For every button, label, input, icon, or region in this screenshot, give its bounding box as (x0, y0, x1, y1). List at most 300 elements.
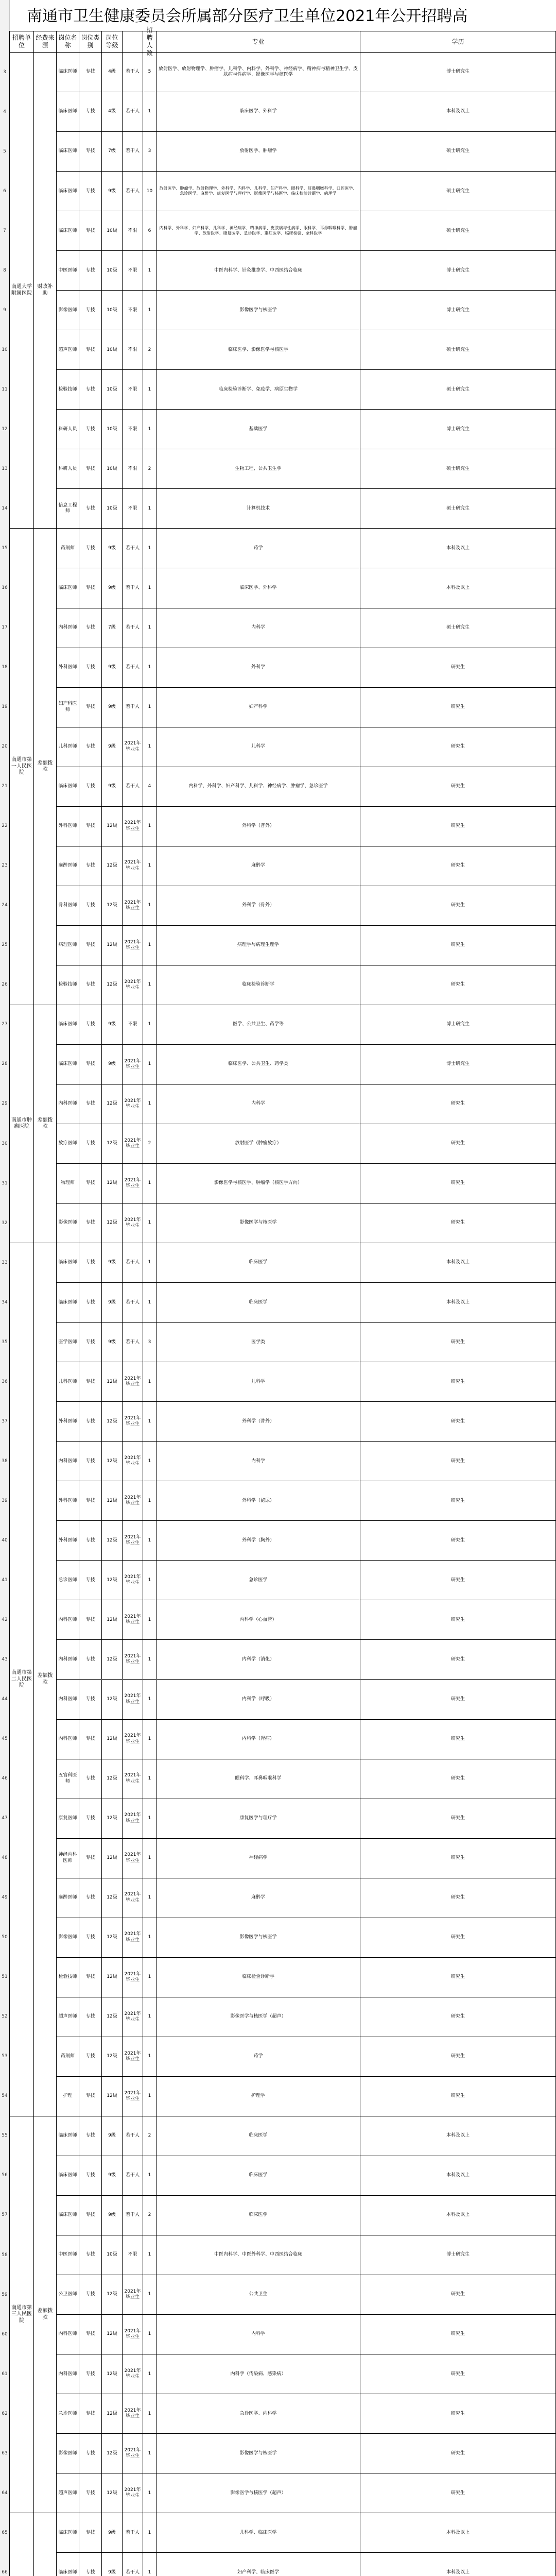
table-cell: 不限 (123, 211, 143, 251)
row-number: 31 (2, 1180, 8, 1186)
table-cell: 不限 (123, 410, 143, 449)
table-cell: 研究生 (360, 2434, 556, 2473)
table-cell: 10级 (102, 410, 123, 449)
funding-cell (34, 2513, 57, 2576)
table-cell: 研究生 (360, 1918, 556, 1958)
table-cell: 临床医学、外科学 (157, 92, 360, 132)
table-cell: 急诊医学 (157, 1561, 360, 1600)
table-cell: 放疗医师 (57, 1124, 79, 1164)
table-cell: 1 (143, 2394, 157, 2434)
table-cell: 麻醉医师 (57, 846, 79, 886)
table-cell: 药剂师 (57, 529, 79, 568)
table-cell: 若干人 (123, 92, 143, 132)
table-cell: 外科医师 (57, 1521, 79, 1561)
table-cell: 12级 (102, 965, 123, 1005)
table-cell: 临床医师 (57, 2196, 79, 2235)
table-cell: 2021年毕业生 (123, 926, 143, 965)
table-cell: 研究生 (360, 1323, 556, 1362)
table-cell: 专技 (79, 2354, 102, 2394)
table-cell: 专技 (79, 608, 102, 648)
table-cell: 专技 (79, 410, 102, 449)
table-cell: 12级 (102, 1164, 123, 1204)
unit-cell: 南通大学附属医院 (9, 53, 34, 529)
table-cell: 3 (143, 132, 157, 172)
table-cell: 影像医师 (57, 1204, 79, 1243)
table-cell: 专技 (79, 1243, 102, 1283)
table-cell: 影像医学与核医学 (157, 1204, 360, 1243)
table-cell: 9级 (102, 529, 123, 568)
table-cell: 12级 (102, 1442, 123, 1481)
table-cell: 2021年毕业生 (123, 1084, 143, 1124)
row-number: 46 (2, 1776, 8, 1782)
table-cell: 1 (143, 529, 157, 568)
table-cell: 12级 (102, 2275, 123, 2315)
table-cell: 影像医学与核医学 (157, 2434, 360, 2473)
table-cell: 12级 (102, 926, 123, 965)
table-cell: 儿科医师 (57, 1362, 79, 1402)
table-cell: 1 (143, 688, 157, 727)
table-cell: 1 (143, 1799, 157, 1839)
table-cell: 临床检验诊断学、免疫学、病原生物学 (157, 370, 360, 410)
table-cell: 7级 (102, 132, 123, 172)
table-cell: 影像医师 (57, 2434, 79, 2473)
table-cell: 研究生 (360, 1204, 556, 1243)
table-cell: 内科学（消化） (157, 1640, 360, 1680)
table-cell: 专技 (79, 489, 102, 529)
table-cell: 外科医师 (57, 1402, 79, 1442)
table-cell: 不限 (123, 251, 143, 291)
row-number: 26 (2, 982, 8, 988)
table-cell: 专技 (79, 568, 102, 608)
table-cell: 1 (143, 1918, 157, 1958)
table-cell: 博士研究生 (360, 251, 556, 291)
table-cell: 专技 (79, 1005, 102, 1045)
table-cell: 1 (143, 1243, 157, 1283)
table-cell: 专技 (79, 1362, 102, 1402)
row-number: 36 (2, 1379, 8, 1384)
table-cell: 12级 (102, 2354, 123, 2394)
table-cell: 儿科学、临床医学 (157, 2513, 360, 2553)
table-cell: 2 (143, 2196, 157, 2235)
row-number: 28 (2, 1061, 8, 1067)
table-cell: 专技 (79, 1045, 102, 1084)
table-cell: 专技 (79, 449, 102, 489)
row-number: 6 (3, 188, 6, 194)
row-number: 49 (2, 1895, 8, 1901)
table-cell: 9级 (102, 568, 123, 608)
table-cell: 12级 (102, 2434, 123, 2473)
table-cell: 12级 (102, 846, 123, 886)
table-cell: 影像医学与核医学（超声） (157, 2473, 360, 2513)
table-cell: 研究生 (360, 1878, 556, 1918)
table-cell: 临床医师 (57, 1283, 79, 1323)
table-cell: 专技 (79, 926, 102, 965)
table-cell: 药学 (157, 529, 360, 568)
table-cell: 公卫医师 (57, 2275, 79, 2315)
table-cell: 研究生 (360, 1561, 556, 1600)
table-cell: 若干人 (123, 2116, 143, 2156)
funding-cell: 差额拨款 (34, 529, 57, 1005)
table-cell: 临床医师 (57, 1243, 79, 1283)
table-cell: 1 (143, 2513, 157, 2553)
table-cell: 12级 (102, 1839, 123, 1878)
table-cell: 超声医师 (57, 330, 79, 370)
row-number: 33 (2, 1260, 8, 1265)
row-number: 55 (2, 2133, 8, 2139)
table-cell: 内科医师 (57, 1084, 79, 1124)
table-cell: 1 (143, 1521, 157, 1561)
row-number: 23 (2, 863, 8, 869)
table-cell: 专技 (79, 132, 102, 172)
row-number: 56 (2, 2173, 8, 2178)
table-cell: 12级 (102, 1600, 123, 1640)
table-cell: 本科及以上 (360, 92, 556, 132)
table-cell: 放射医学（肿瘤放疗） (157, 1124, 360, 1164)
table-cell: 中医医师 (57, 2235, 79, 2275)
table-cell: 1 (143, 648, 157, 688)
table-cell: 10级 (102, 211, 123, 251)
table-cell: 1 (143, 2354, 157, 2394)
table-cell: 急诊医师 (57, 1561, 79, 1600)
table-cell: 中医内科学、中医外科学、中西医结合临床 (157, 2235, 360, 2275)
table-cell: 4级 (102, 53, 123, 92)
table-cell: 检验技师 (57, 370, 79, 410)
table-cell: 2021年毕业生 (123, 1164, 143, 1204)
header-cell: 学历 (360, 31, 556, 53)
table-cell: 专技 (79, 1402, 102, 1442)
table-cell: 10级 (102, 291, 123, 330)
table-cell: 研究生 (360, 2315, 556, 2354)
table-cell: 10级 (102, 251, 123, 291)
table-cell: 专技 (79, 1084, 102, 1124)
table-cell: 临床检验诊断学 (157, 1958, 360, 1997)
row-number: 19 (2, 704, 8, 710)
table-cell: 研究生 (360, 1720, 556, 1759)
row-number: 50 (2, 1935, 8, 1940)
table-cell: 本科及以上 (360, 2116, 556, 2156)
row-number: 21 (2, 784, 8, 789)
table-cell: 本科及以上 (360, 2196, 556, 2235)
table-cell: 妇产科医师 (57, 688, 79, 727)
table-cell: 专技 (79, 211, 102, 251)
funding-cell: 差额拨款 (34, 2116, 57, 2513)
table-cell: 若干人 (123, 529, 143, 568)
table-cell: 1 (143, 1600, 157, 1640)
table-cell: 临床医师 (57, 2156, 79, 2196)
table-cell: 1 (143, 1958, 157, 1997)
table-cell: 2021年毕业生 (123, 1759, 143, 1799)
table-cell: 12级 (102, 1124, 123, 1164)
table-cell: 2021年毕业生 (123, 1640, 143, 1680)
table-cell: 研究生 (360, 886, 556, 926)
table-cell: 临床医师 (57, 2553, 79, 2576)
row-number: 41 (2, 1577, 8, 1583)
table-cell: 若干人 (123, 2513, 143, 2553)
header-cell: 招聘人数 (143, 31, 157, 53)
table-cell: 外科学（普外） (157, 1402, 360, 1442)
table-cell: 1 (143, 1481, 157, 1521)
table-cell: 1 (143, 1164, 157, 1204)
table-cell: 专技 (79, 1481, 102, 1521)
table-cell: 专技 (79, 2196, 102, 2235)
table-cell: 生物工程、公共卫生学 (157, 449, 360, 489)
table-cell: 专技 (79, 92, 102, 132)
table-cell: 妇产科学、临床医学 (157, 2553, 360, 2576)
table-cell: 2021年毕业生 (123, 2077, 143, 2116)
table-cell: 麻醉医师 (57, 1878, 79, 1918)
row-number: 16 (2, 585, 8, 590)
table-cell: 2021年毕业生 (123, 1362, 143, 1402)
table-cell: 临床医师 (57, 92, 79, 132)
table-cell: 专技 (79, 2434, 102, 2473)
table-cell: 临床医学、影像医学与核医学 (157, 330, 360, 370)
table-cell: 硕士研究生 (360, 172, 556, 211)
table-cell: 5 (143, 53, 157, 92)
table-cell: 影像医学与核医学（超声） (157, 1997, 360, 2037)
table-cell: 2 (143, 2116, 157, 2156)
table-cell: 9级 (102, 1243, 123, 1283)
table-cell: 专技 (79, 1124, 102, 1164)
row-number: 12 (2, 426, 8, 432)
table-cell: 临床医师 (57, 2116, 79, 2156)
table-cell: 12级 (102, 2394, 123, 2434)
table-cell: 专技 (79, 1640, 102, 1680)
table-cell: 内科医师 (57, 608, 79, 648)
table-cell: 基础医学 (157, 410, 360, 449)
table-cell: 专技 (79, 1759, 102, 1799)
table-cell: 1 (143, 2037, 157, 2077)
table-cell: 博士研究生 (360, 1005, 556, 1045)
table-cell: 影像医师 (57, 1918, 79, 1958)
table-cell: 硕士研究生 (360, 211, 556, 251)
table-cell: 本科及以上 (360, 2156, 556, 2196)
table-cell: 2021年毕业生 (123, 2315, 143, 2354)
table-cell: 研究生 (360, 1799, 556, 1839)
table-cell: 专技 (79, 2513, 102, 2553)
table-cell: 9级 (102, 767, 123, 807)
table-cell: 若干人 (123, 568, 143, 608)
table-cell: 临床医师 (57, 1045, 79, 1084)
table-cell: 研究生 (360, 688, 556, 727)
table-cell: 12级 (102, 1362, 123, 1402)
table-cell: 1 (143, 1045, 157, 1084)
table-cell: 硕士研究生 (360, 132, 556, 172)
table-cell: 12级 (102, 1720, 123, 1759)
row-number: 59 (2, 2292, 8, 2297)
table-cell: 12级 (102, 1997, 123, 2037)
row-number: 65 (2, 2530, 8, 2535)
table-cell: 专技 (79, 1204, 102, 1243)
table-cell: 1 (143, 2315, 157, 2354)
table-cell: 2021年毕业生 (123, 1124, 143, 1164)
unit-cell: 南通市第一人民医院 (9, 529, 34, 1005)
table-cell: 临床医学 (157, 2116, 360, 2156)
row-number: 60 (2, 2331, 8, 2337)
table-cell: 超声医师 (57, 2473, 79, 2513)
table-cell: 研究生 (360, 1759, 556, 1799)
table-cell: 若干人 (123, 688, 143, 727)
table-cell: 12级 (102, 1878, 123, 1918)
row-number: 10 (2, 347, 8, 352)
table-cell: 研究生 (360, 2077, 556, 2116)
table-cell: 若干人 (123, 1323, 143, 1362)
table-cell: 放射医学、肿瘤学、放射物理学、外科学、内科学、儿科学、妇产科学、眼科学、耳鼻咽喉科学、口腔医学、急诊医学、麻醉学、康复医学与理疗学、影像医学与核医学、临床检验诊断学、病理学 (157, 172, 360, 211)
table-cell: 若干人 (123, 1283, 143, 1323)
table-cell: 1 (143, 251, 157, 291)
table-cell: 专技 (79, 2037, 102, 2077)
table-cell: 临床医学 (157, 2156, 360, 2196)
table-cell: 12级 (102, 1918, 123, 1958)
table-cell: 药剂师 (57, 2037, 79, 2077)
row-number: 24 (2, 903, 8, 908)
table-cell: 2021年毕业生 (123, 965, 143, 1005)
table-cell: 1 (143, 608, 157, 648)
table-cell: 外科医师 (57, 807, 79, 846)
table-cell: 10级 (102, 370, 123, 410)
table-cell: 研究生 (360, 926, 556, 965)
table-cell: 研究生 (360, 1958, 556, 1997)
table-cell: 专技 (79, 2116, 102, 2156)
table-cell: 临床医师 (57, 132, 79, 172)
table-cell: 专技 (79, 1521, 102, 1561)
row-number: 5 (3, 148, 6, 154)
table-cell: 7级 (102, 608, 123, 648)
table-cell: 2021年毕业生 (123, 846, 143, 886)
table-cell: 研究生 (360, 1839, 556, 1878)
table-cell: 10级 (102, 330, 123, 370)
table-cell: 急诊医学、内科学 (157, 2394, 360, 2434)
table-cell: 放射医学、肿瘤学 (157, 132, 360, 172)
table-cell: 12级 (102, 1958, 123, 1997)
row-number: 35 (2, 1339, 8, 1345)
table-cell: 内科医师 (57, 2315, 79, 2354)
table-cell: 公共卫生 (157, 2275, 360, 2315)
table-cell: 专技 (79, 53, 102, 92)
table-cell: 内科医师 (57, 1640, 79, 1680)
table-cell: 研究生 (360, 727, 556, 767)
header-cell: 岗位名称 (57, 31, 79, 53)
table-cell: 临床检验诊断学 (157, 965, 360, 1005)
table-cell: 研究生 (360, 2275, 556, 2315)
table-cell: 研究生 (360, 648, 556, 688)
table-cell: 研究生 (360, 2394, 556, 2434)
table-cell: 1 (143, 1759, 157, 1799)
table-cell: 专技 (79, 1323, 102, 1362)
table-cell: 1 (143, 886, 157, 926)
funding-cell: 差额拨款 (34, 1005, 57, 1243)
row-number: 51 (2, 1974, 8, 1980)
row-number: 7 (3, 228, 6, 233)
table-cell: 内科医师 (57, 1600, 79, 1640)
table-cell: 博士研究生 (360, 2235, 556, 2275)
table-cell: 研究生 (360, 1124, 556, 1164)
table-cell: 1 (143, 1362, 157, 1402)
table-cell: 1 (143, 846, 157, 886)
table-cell: 2021年毕业生 (123, 1481, 143, 1521)
row-number: 45 (2, 1736, 8, 1742)
table-cell: 不限 (123, 2235, 143, 2275)
header-cell: 经费来源 (34, 31, 57, 53)
table-cell: 儿科医师 (57, 727, 79, 767)
table-cell: 专技 (79, 807, 102, 846)
table-cell: 1 (143, 1997, 157, 2037)
table-body (0, 53, 556, 2576)
table-cell: 研究生 (360, 965, 556, 1005)
row-number: 44 (2, 1697, 8, 1702)
table-cell: 2021年毕业生 (123, 2037, 143, 2077)
table-cell: 12级 (102, 1084, 123, 1124)
table-cell: 研究生 (360, 1481, 556, 1521)
table-cell: 1 (143, 1402, 157, 1442)
table-cell: 专技 (79, 1799, 102, 1839)
table-cell: 不限 (123, 370, 143, 410)
table-cell: 研究生 (360, 807, 556, 846)
table-cell: 专技 (79, 2235, 102, 2275)
table-cell: 科研人员 (57, 449, 79, 489)
table-cell: 12级 (102, 1759, 123, 1799)
row-number: 25 (2, 942, 8, 948)
table-cell: 临床医师 (57, 767, 79, 807)
table-cell: 9级 (102, 1323, 123, 1362)
unit-cell: 南通市第三人民医院 (9, 2116, 34, 2513)
table-cell: 影像医学与核医学、肿瘤学（核医学方向） (157, 1164, 360, 1204)
table-cell: 内科学 (157, 1442, 360, 1481)
table-cell: 9级 (102, 648, 123, 688)
row-number: 20 (2, 744, 8, 750)
table-cell: 9级 (102, 172, 123, 211)
table-cell: 2 (143, 449, 157, 489)
table-cell: 12级 (102, 1640, 123, 1680)
table-cell: 内科学 (157, 608, 360, 648)
row-number: 47 (2, 1816, 8, 1821)
table-cell: 检验技师 (57, 965, 79, 1005)
table-cell: 1 (143, 1640, 157, 1680)
table-cell: 中医医师 (57, 251, 79, 291)
table-cell: 专技 (79, 727, 102, 767)
table-cell: 专技 (79, 886, 102, 926)
table-cell: 信息工程师 (57, 489, 79, 529)
row-number: 17 (2, 625, 8, 631)
table-cell: 药学 (157, 2037, 360, 2077)
table-cell: 专技 (79, 1918, 102, 1958)
row-number: 11 (2, 386, 8, 392)
table-cell: 1 (143, 410, 157, 449)
table-cell: 妇产科学 (157, 688, 360, 727)
header-cell: 岗位等级 (102, 31, 123, 53)
table-cell: 1 (143, 92, 157, 132)
table-cell: 博士研究生 (360, 1045, 556, 1084)
header-cell: 专业 (157, 31, 360, 53)
table-cell: 1 (143, 2235, 157, 2275)
table-cell: 1 (143, 489, 157, 529)
row-number: 38 (2, 1458, 8, 1464)
table-cell: 12级 (102, 807, 123, 846)
table-cell: 专技 (79, 2077, 102, 2116)
table-cell: 9级 (102, 1005, 123, 1045)
table-cell: 内科学 (157, 1084, 360, 1124)
table-cell: 1 (143, 1561, 157, 1600)
table-cell: 2021年毕业生 (123, 1918, 143, 1958)
table-cell: 2021年毕业生 (123, 2354, 143, 2394)
table-cell: 1 (143, 1680, 157, 1720)
header-cell: 岗位类别 (79, 31, 102, 53)
table-cell: 超声医师 (57, 1997, 79, 2037)
row-number: 54 (2, 2093, 8, 2099)
table-cell: 专技 (79, 1283, 102, 1323)
table-cell: 研究生 (360, 1640, 556, 1680)
table-cell: 护理 (57, 2077, 79, 2116)
table-cell: 外科学（骨外） (157, 886, 360, 926)
